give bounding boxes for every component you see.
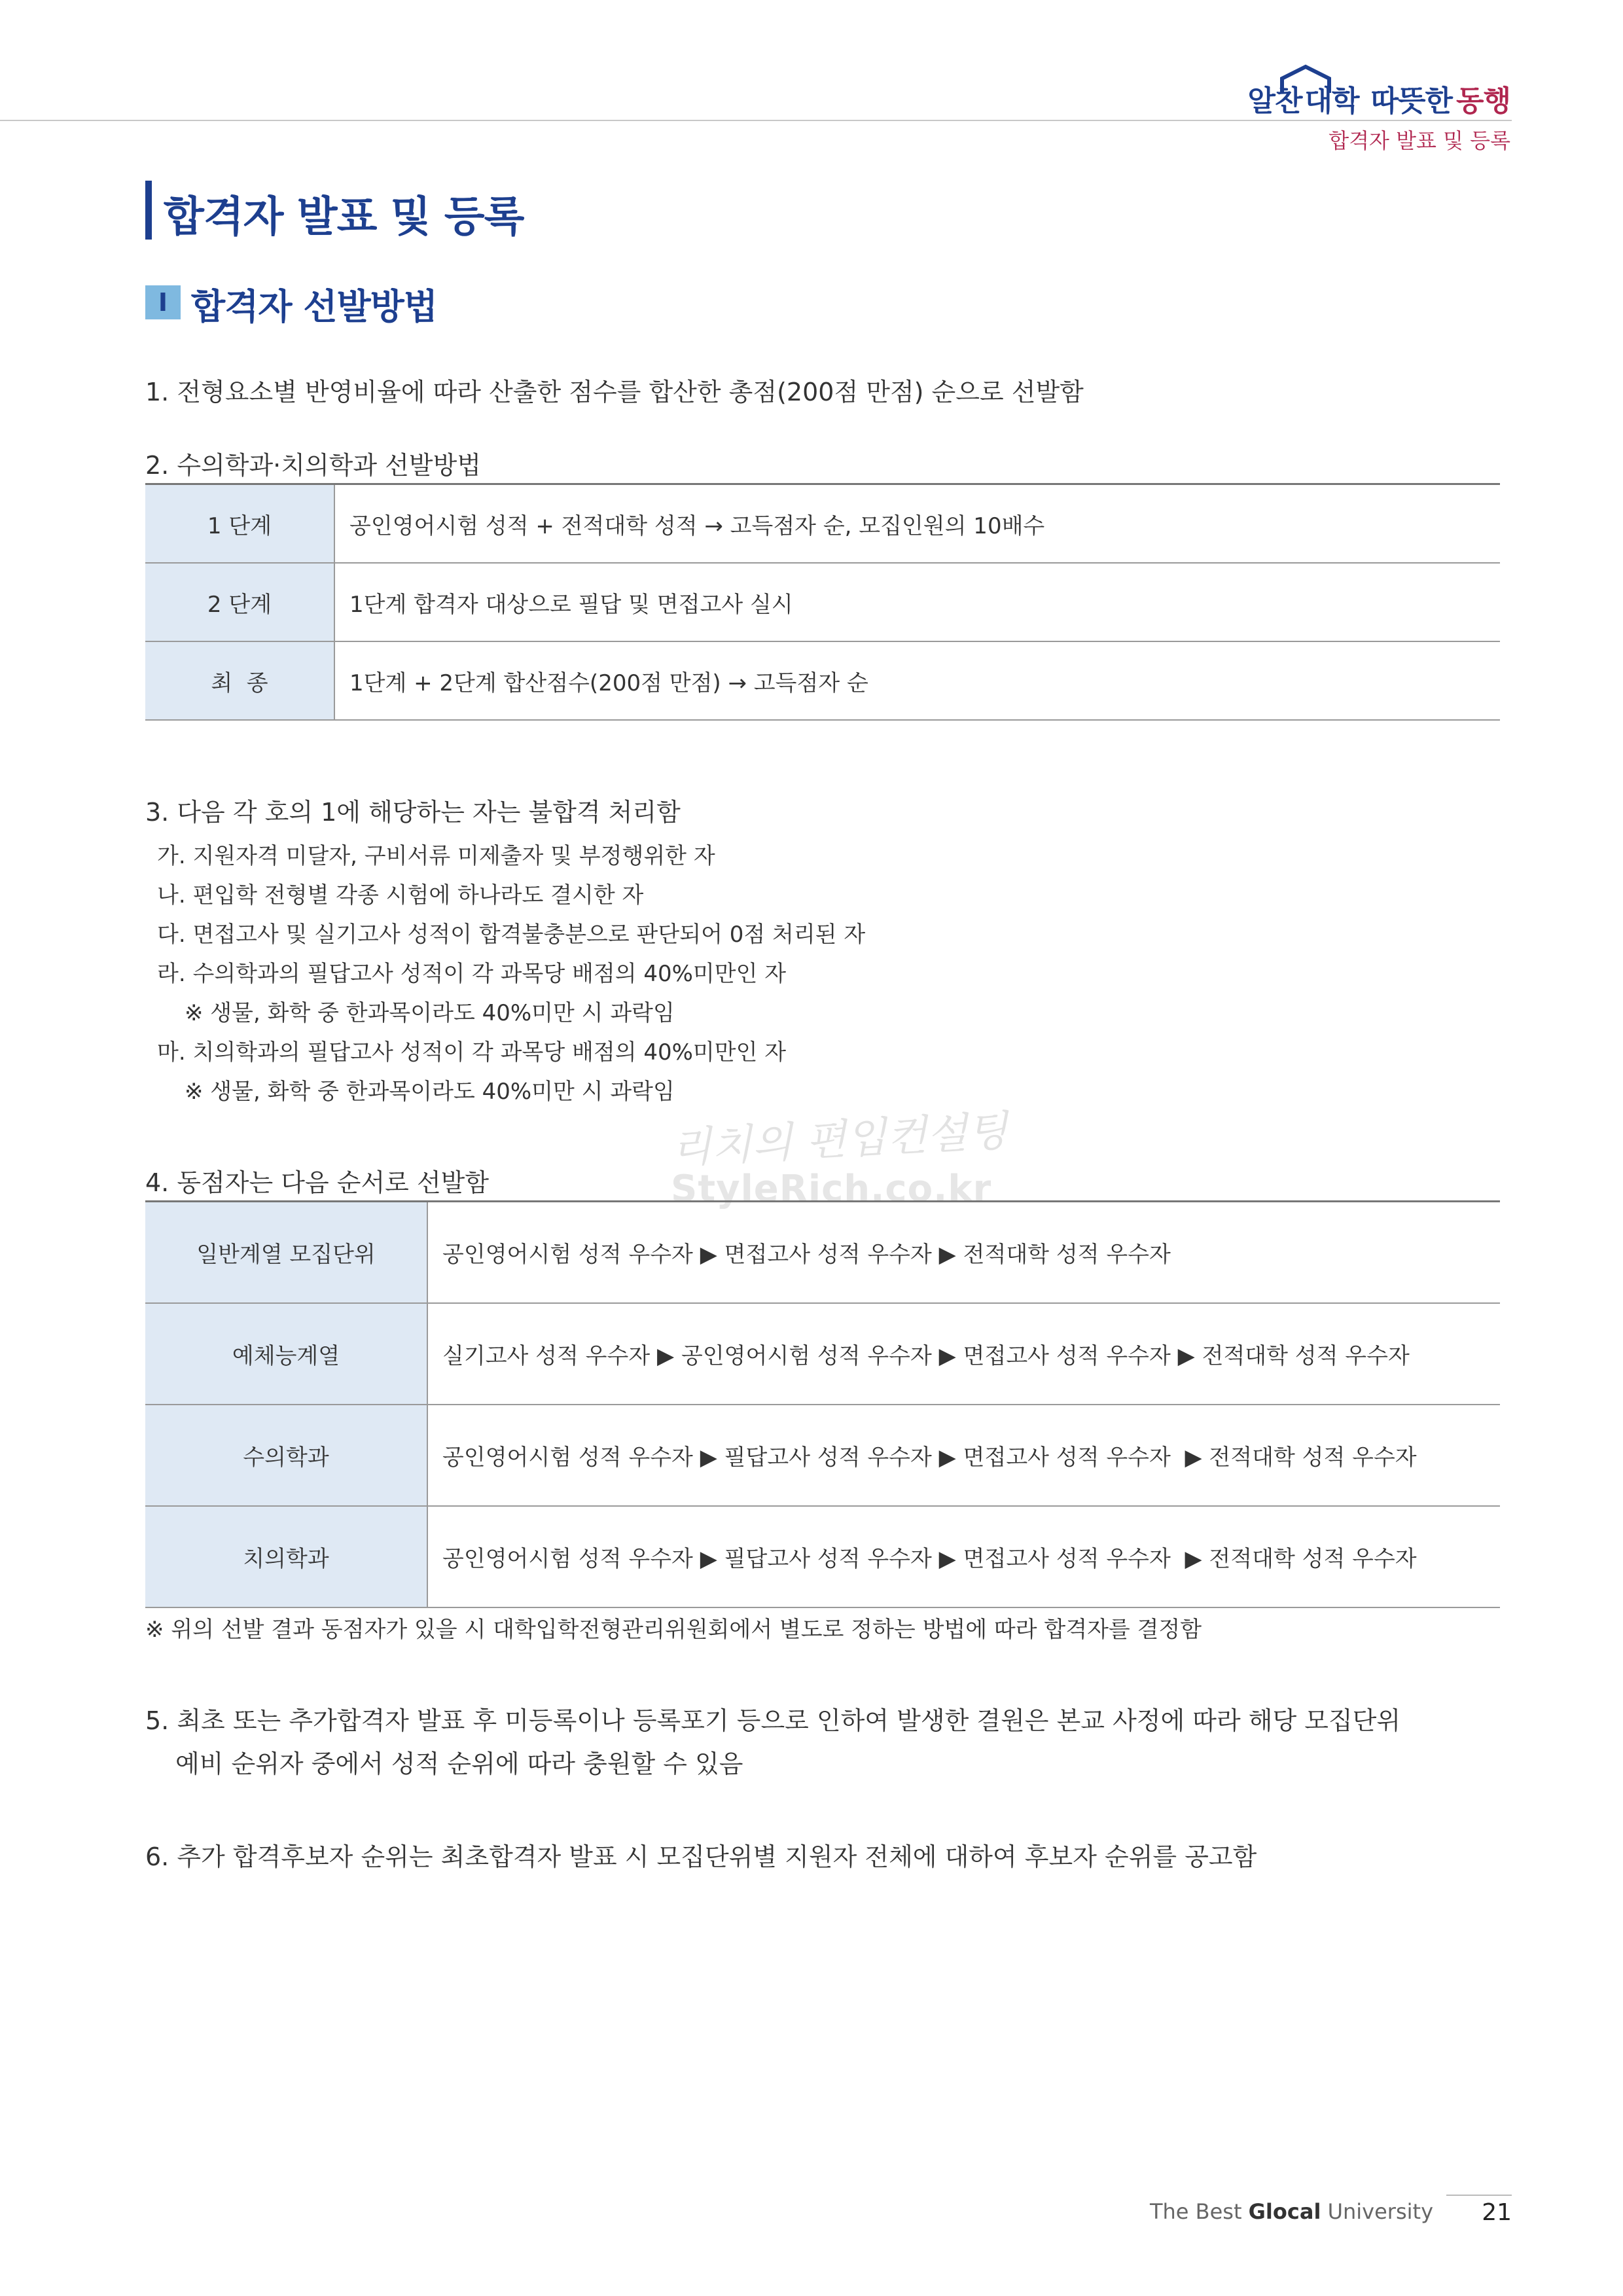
tie-break-order: 공인영어시험 성적 우수자 ▶ 필답고사 성적 우수자 ▶ 면접고사 성적 우수자 ▶ 전적대학 성적 우수자: [427, 1506, 1500, 1607]
selection-stages-table: [145, 483, 1500, 721]
table-row: [145, 1303, 1500, 1405]
watermark-line-2: StyleRich.co.kr: [671, 1168, 992, 1210]
list-item: 나. 편입학 전형별 각종 시험에 하나라도 결시한 자: [157, 882, 644, 908]
tie-break-table: [145, 1200, 1500, 1608]
stage-label: 최 종: [145, 641, 334, 720]
list-item: 가. 지원자격 미달자, 구비서류 미제출자 및 부정행위한 자: [157, 843, 715, 869]
section-number: I: [158, 288, 168, 317]
item-2-heading: 2. 수의학과·치의학과 선발방법: [145, 451, 481, 480]
item-3-heading: 3. 다음 각 호의 1에 해당하는 자는 불합격 처리함: [145, 798, 681, 827]
stage-value: 1단계 + 2단계 합산점수(200점 만점) → 고득점자 순: [334, 641, 1500, 720]
stage-label: 2 단계: [145, 563, 334, 641]
tie-break-note: ※ 위의 선발 결과 동점자가 있을 시 대학입학전형관리위원회에서 별도로 정하는 방법에 따라 합격자를 결정함: [145, 1617, 1202, 1643]
footer-text-bold: Glocal: [1248, 2199, 1321, 2224]
list-item: 마. 치의학과의 필답고사 성적이 각 과목당 배점의 40%미만인 자: [157, 1039, 787, 1066]
stage-value: 공인영어시험 성적 + 전적대학 성적 → 고득점자 순, 모집인원의 10배수: [334, 484, 1500, 564]
table-row: [145, 484, 1500, 564]
brand-logo: [1247, 73, 1510, 119]
footer-tagline: [1150, 2199, 1433, 2224]
tie-break-order: 공인영어시험 성적 우수자 ▶ 면접고사 성적 우수자 ▶ 전적대학 성적 우수자: [427, 1202, 1500, 1304]
item-4-heading: 4. 동점자는 다음 순서로 선발함: [145, 1168, 490, 1197]
category-label: 일반계열 모집단위: [145, 1202, 427, 1304]
category-label: 치의학과: [145, 1506, 427, 1607]
item-1-text: 1. 전형요소별 반영비율에 따라 산출한 점수를 합산한 총점(200점 만점) 순으로 선발함: [145, 378, 1084, 406]
footer-text-pre: The Best: [1149, 2199, 1249, 2224]
list-item: 라. 수의학과의 필답고사 성적이 각 과목당 배점의 40%미만인 자: [157, 961, 787, 987]
table-row: [145, 1405, 1500, 1506]
brand-part-3: 따뜻한: [1370, 84, 1452, 118]
table-row: [145, 1202, 1500, 1304]
item-5-line-2: 예비 순위자 중에서 성적 순위에 따라 충원할 수 있음: [175, 1749, 743, 1778]
tie-break-order: 실기고사 성적 우수자 ▶ 공인영어시험 성적 우수자 ▶ 면접고사 성적 우수자 ▶ 전적대학 성적 우수자: [427, 1303, 1500, 1405]
list-item-note: ※ 생물, 화학 중 한과목이라도 40%미만 시 과락임: [185, 1000, 675, 1026]
section-title: 합격자 선발방법: [191, 286, 437, 327]
watermark-line-1: 리치의 편입컨설팅: [669, 1107, 1009, 1174]
table-row: [145, 1506, 1500, 1607]
page-title: 합격자 발표 및 등록: [164, 193, 524, 242]
footer-text-post: University: [1321, 2199, 1433, 2224]
footer-rule: [1446, 2195, 1512, 2196]
list-item-note: ※ 생물, 화학 중 한과목이라도 40%미만 시 과락임: [185, 1079, 675, 1105]
header-rule: [0, 120, 1512, 121]
list-item: 다. 면접고사 및 실기고사 성적이 합격불충분으로 판단되어 0점 처리된 자: [157, 922, 866, 948]
brand-part-1: 알찬: [1247, 84, 1302, 118]
table-row: [145, 563, 1500, 641]
brand-part-4: 동행: [1455, 84, 1510, 118]
category-label: 예체능계열: [145, 1303, 427, 1405]
category-label: 수의학과: [145, 1405, 427, 1506]
brand-part-2: 대학: [1304, 84, 1359, 118]
stage-value: 1단계 합격자 대상으로 필답 및 면접고사 실시: [334, 563, 1500, 641]
table-row: [145, 641, 1500, 720]
item-6-text: 6. 추가 합격후보자 순위는 최초합격자 발표 시 모집단위별 지원자 전체에 대하여 후보자 순위를 공고함: [145, 1842, 1257, 1871]
tie-break-order: 공인영어시험 성적 우수자 ▶ 필답고사 성적 우수자 ▶ 면접고사 성적 우수자 ▶ 전적대학 성적 우수자: [427, 1405, 1500, 1506]
stage-label: 1 단계: [145, 484, 334, 564]
title-accent-bar: [145, 181, 152, 240]
page-number: 21: [1482, 2199, 1512, 2226]
header-section-label: 합격자 발표 및 등록: [1329, 128, 1510, 153]
item-5-line-1: 5. 최초 또는 추가합격자 발표 후 미등록이나 등록포기 등으로 인하여 발생한 결원은 본교 사정에 따라 해당 모집단위: [145, 1706, 1401, 1735]
